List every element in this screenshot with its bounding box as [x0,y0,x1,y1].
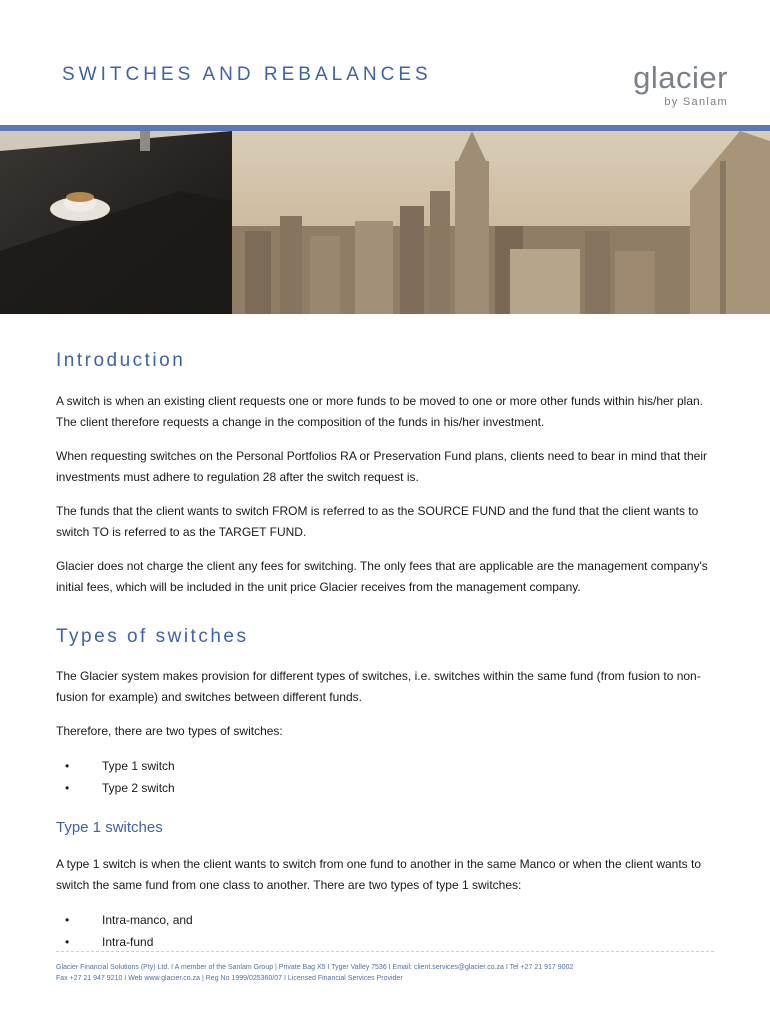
document-body [56,350,716,953]
introduction-heading: Introduction [56,350,186,371]
types-list [56,755,716,799]
type1-paragraph: A type 1 switch is when the client wants to switch from one fund to another in the same Manco or when the client wants to switch the same fund from one class to another. There are two types of type 1 switches: [56,857,702,892]
footer [56,962,756,984]
types-heading: Types of switches [56,626,249,647]
type1-list [56,909,716,953]
intro-paragraph: When requesting switches on the Personal Portfolios RA or Preservation Fund plans, clients need to bear in mind that their investments must adhere to regulation 28 after the switch request is. [56,449,708,484]
list-item: • Type 2 switch [56,777,716,799]
list-item: • Type 1 switch [56,755,716,777]
document-title: SWITCHES AND REBALANCES [62,64,432,85]
logo-wordmark: glacier [633,60,728,95]
footer-divider [56,951,714,952]
intro-paragraph: Glacier does not charge the client any fees for switching. The only fees that are applicable are the management company's initial fees, which will be included in the unit price Glacier receives from the management company. [56,559,708,594]
footer-line: Glacier Financial Solutions (Pty) Ltd. I A member of the Sanlam Group | Private Bag X5 I Tyger Valley 7536 I Email: client.services@glacier.co.za I Tel +27 21 917 9002 [56,964,574,971]
intro-paragraph: A switch is when an existing client requests one or more funds to be moved to one or more other funds within his/her plan. The client therefore requests a change in the composition of the funds in his/her investment. [56,394,704,429]
city-skyline-icon [232,131,770,314]
glacier-logo [633,62,728,108]
logo-tagline: by Sanlam [664,96,728,108]
coffee-cup-icon [0,131,232,314]
list-item: • Intra-fund [56,931,716,953]
header-banner-image [0,131,770,314]
types-paragraph: The Glacier system makes provision for different types of switches, i.e. switches within the same fund (from fusion to non-fusion for example) and switches between different funds. [56,669,701,704]
intro-paragraph: The funds that the client wants to switch FROM is referred to as the SOURCE FUND and the fund that the client wants to switch TO is referred to as the TARGET FUND. [56,504,699,539]
list-item: • Intra-manco, and [56,909,716,931]
footer-line: Fax +27 21 947 9210 I Web www.glacier.co.za | Reg No 1999/025360/07 I Licensed Financial Services Provider [56,975,403,982]
type1-heading: Type 1 switches [56,819,163,836]
types-paragraph: Therefore, there are two types of switches: [56,724,283,738]
